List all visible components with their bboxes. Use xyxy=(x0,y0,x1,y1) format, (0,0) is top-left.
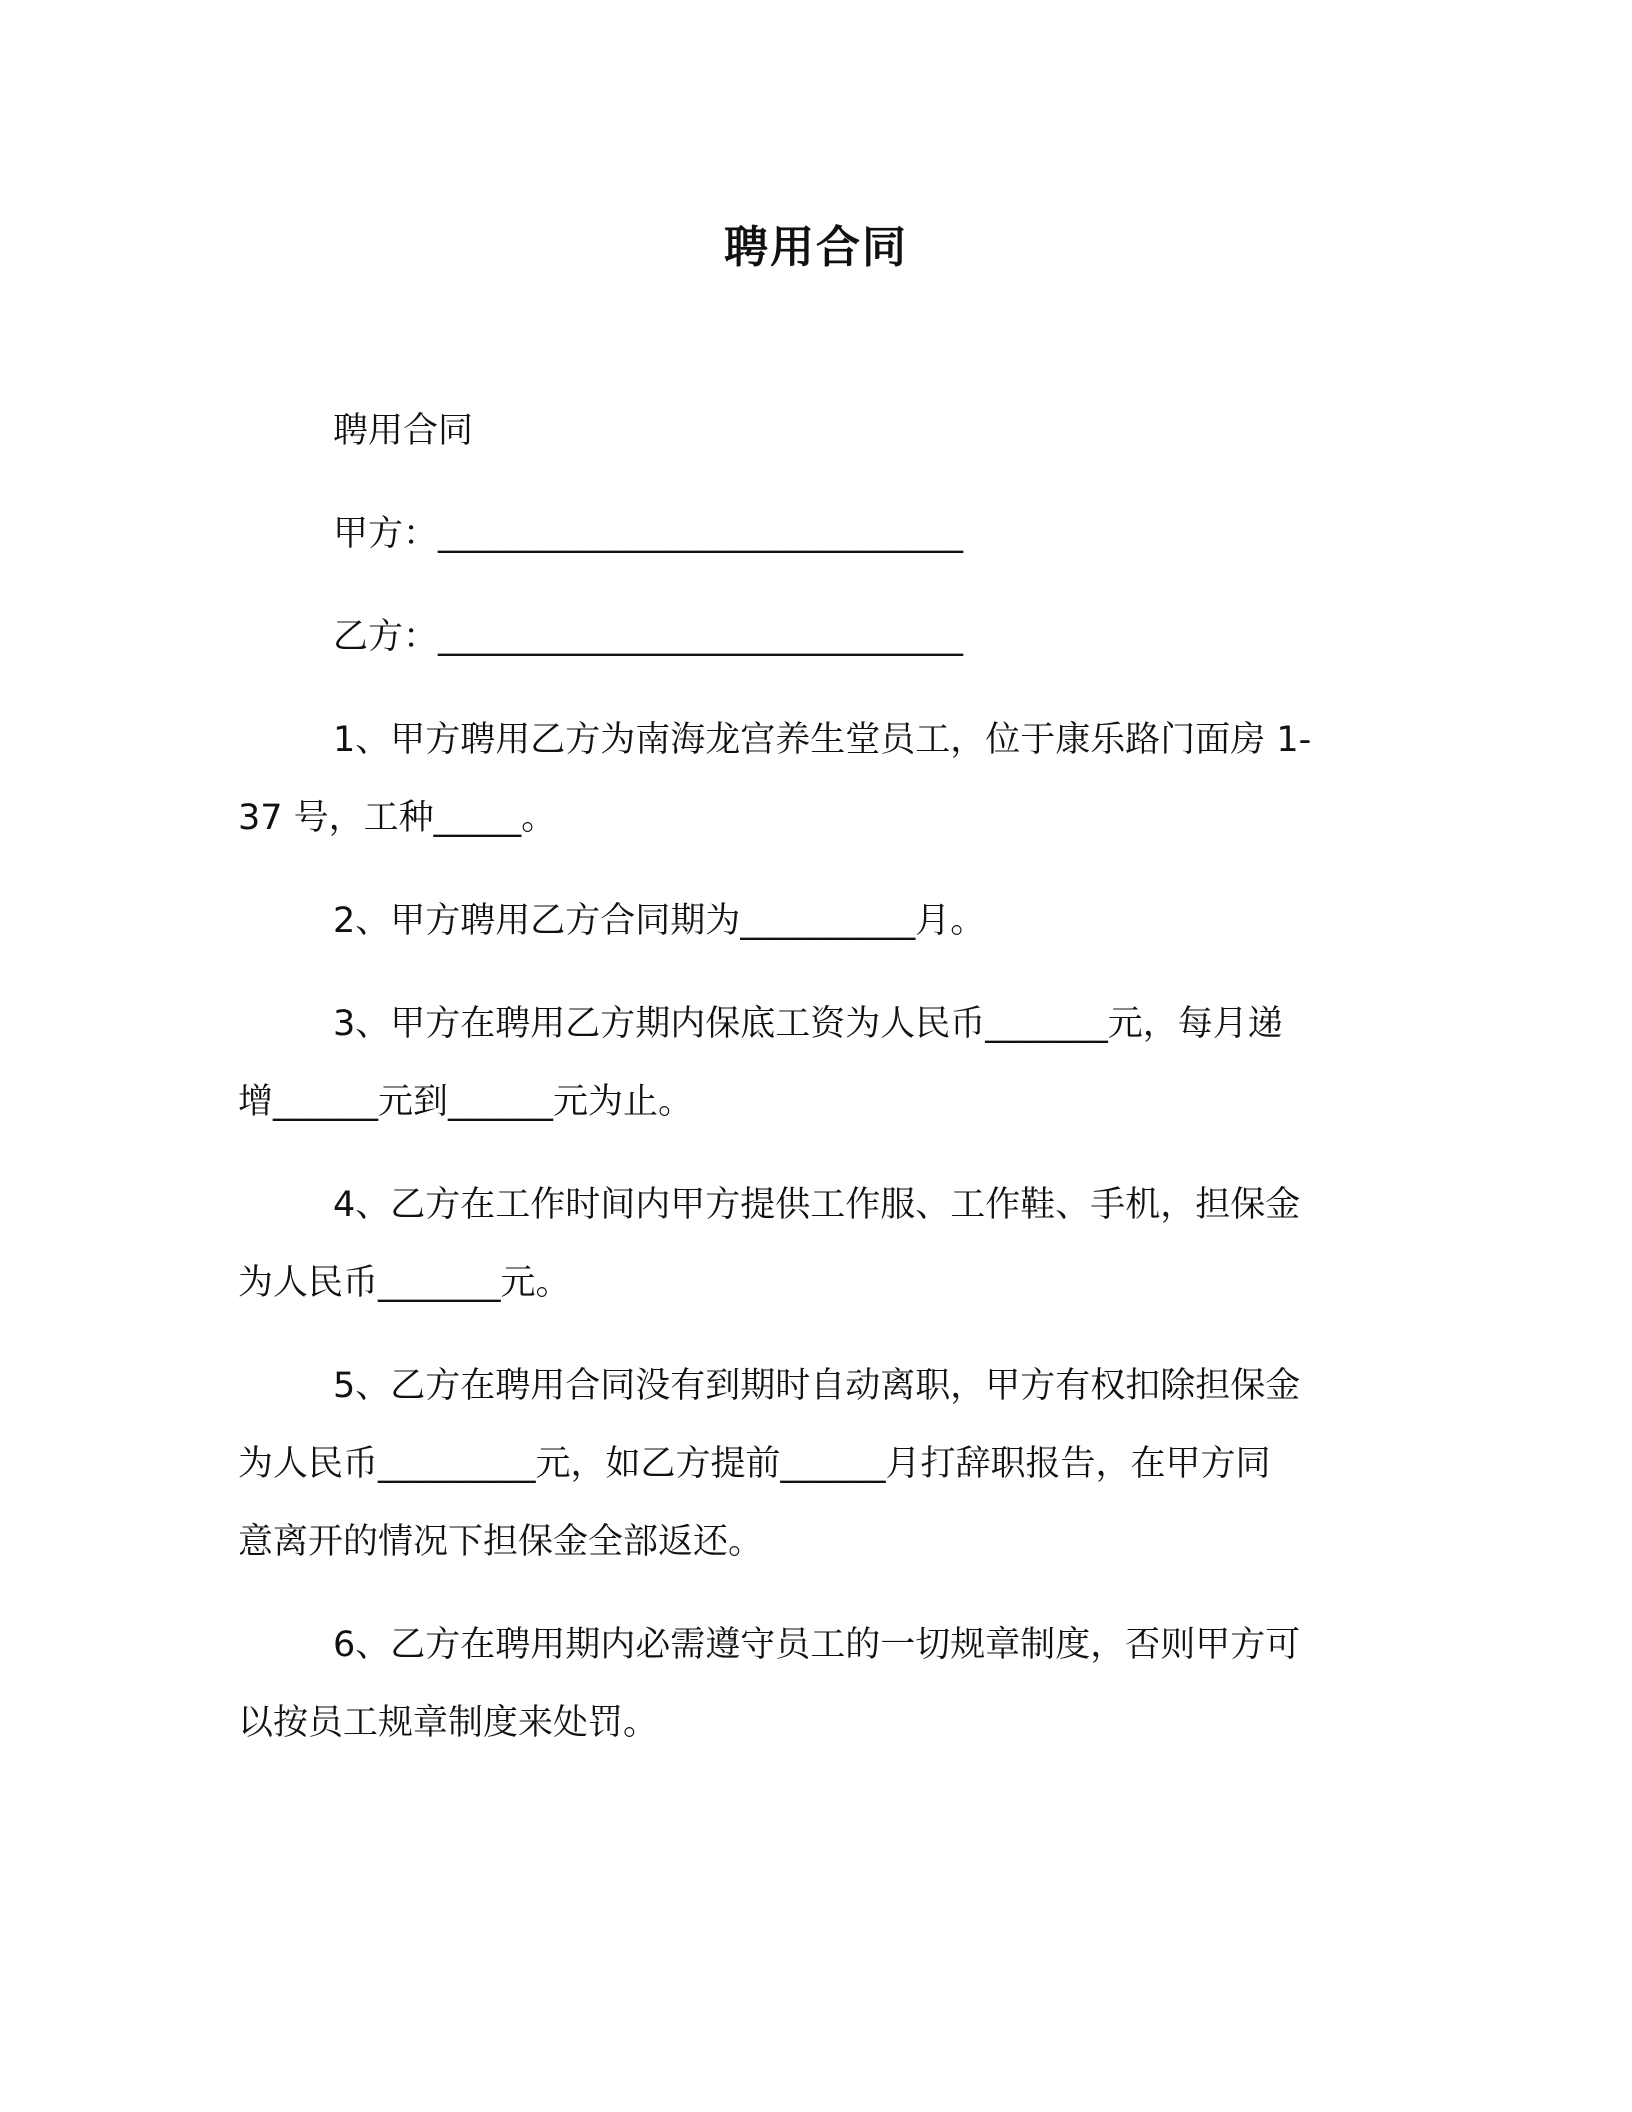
clause-1 xyxy=(238,701,1363,857)
party-a-line xyxy=(238,495,1363,573)
clause-4-line-1: 4、乙方在工作时间内甲方提供工作服、工作鞋、手机，担保金 xyxy=(333,1185,1301,1225)
document-body xyxy=(238,392,1363,1787)
clause-6 xyxy=(238,1606,1363,1762)
clause-5-line-1: 5、乙方在聘用合同没有到期时自动离职，甲方有权扣除担保金 xyxy=(333,1366,1301,1406)
document-subtitle xyxy=(238,392,1363,470)
clause-5-line-2: 为人民币_________元，如乙方提前______月打辞职报告，在甲方同 xyxy=(238,1444,1271,1484)
clause-2 xyxy=(238,882,1363,960)
clause-3 xyxy=(238,985,1363,1141)
clause-5-line-3: 意离开的情况下担保金全部返还。 xyxy=(238,1522,764,1562)
clause-6-line-1: 6、乙方在聘用期内必需遵守员工的一切规章制度，否则甲方可 xyxy=(333,1625,1301,1665)
party-a-text: 甲方：______________________________ xyxy=(333,514,964,554)
document-title: 聘用合同 xyxy=(724,222,908,273)
subtitle-text: 聘用合同 xyxy=(333,411,474,451)
clause-5 xyxy=(238,1347,1363,1581)
clause-3-line-1: 3、甲方在聘用乙方期内保底工资为人民币_______元，每月递 xyxy=(333,1004,1283,1044)
clause-6-line-2: 以按员工规章制度来处罚。 xyxy=(238,1703,659,1743)
clause-4-line-2: 为人民币_______元。 xyxy=(238,1263,571,1303)
party-b-text: 乙方：______________________________ xyxy=(333,617,964,657)
clause-3-line-2: 增______元到______元为止。 xyxy=(238,1082,694,1122)
clause-1-line-2: 37 号，工种_____。 xyxy=(238,798,557,838)
clause-1-line-1: 1、甲方聘用乙方为南海龙宫养生堂员工，位于康乐路门面房 1- xyxy=(333,720,1312,760)
clause-4 xyxy=(238,1166,1363,1322)
party-b-line xyxy=(238,598,1363,676)
clause-2-line-1: 2、甲方聘用乙方合同期为__________月。 xyxy=(333,901,986,941)
